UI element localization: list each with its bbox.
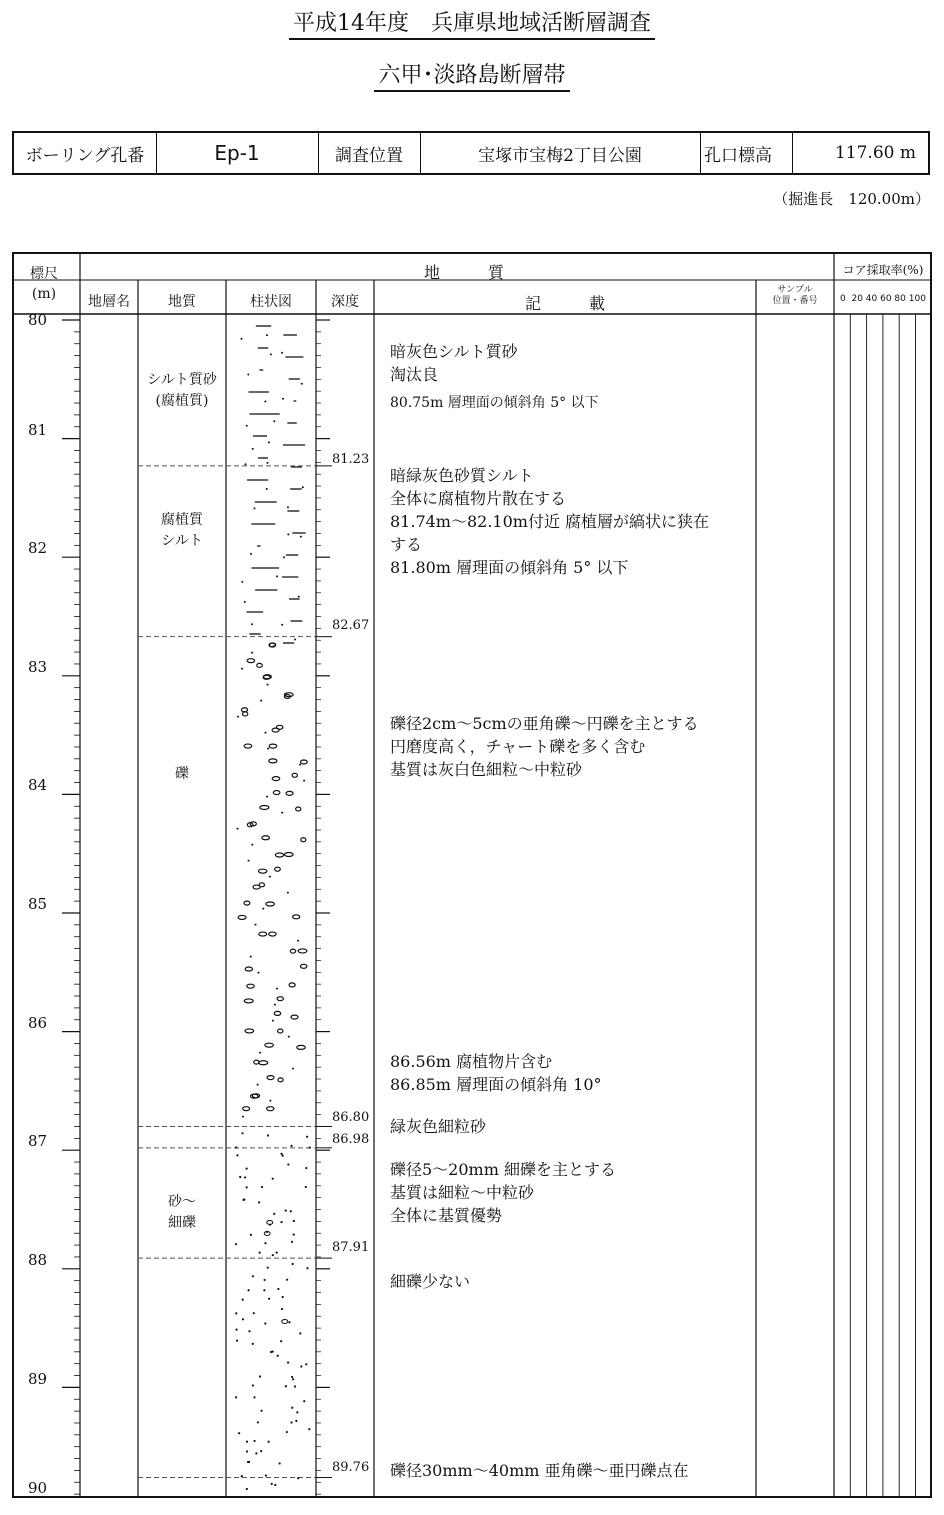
pattern-gravel (278, 1078, 283, 1082)
pattern-gravel (273, 791, 280, 795)
pattern-dot (282, 1296, 284, 1298)
pattern-gravel (258, 869, 267, 873)
pattern-dot (287, 506, 289, 508)
pattern-gravel (242, 712, 247, 716)
pattern-dot (253, 507, 255, 509)
pattern-dot (236, 1154, 238, 1156)
description-line: 81.80m 層理面の傾斜角 5° 以下 (390, 558, 629, 577)
pattern-dot (244, 1176, 246, 1178)
scale-label: 81 (28, 421, 48, 439)
description-line: 礫径30mm～40mm 亜角礫～亜円礫点在 (390, 1461, 689, 1480)
scale-label: 88 (28, 1251, 48, 1269)
pattern-gravel (247, 984, 254, 988)
pattern-dot (246, 1186, 248, 1188)
pattern-gravel (244, 901, 250, 905)
pattern-gravel (254, 1060, 259, 1064)
pattern-dot (287, 1361, 289, 1363)
pattern-dot (253, 1440, 255, 1442)
description-line: 80.75m 層理面の傾斜角 5° 以下 (390, 395, 599, 411)
pattern-dot (245, 463, 247, 465)
pattern-dot (290, 1145, 292, 1147)
pattern-dot (242, 1298, 244, 1300)
pattern-gravel (286, 791, 293, 795)
pattern-gravel (291, 1015, 298, 1019)
pattern-dot (238, 1432, 240, 1434)
pattern-dot (264, 1242, 266, 1244)
pattern-dot (300, 536, 302, 538)
pattern-dot (242, 1318, 244, 1320)
description-line: 基質は細粒～中粒砂 (390, 1183, 535, 1202)
pattern-dot (280, 1153, 282, 1155)
pattern-dot (251, 623, 253, 625)
pattern-dot (241, 1475, 243, 1477)
pattern-gravel (292, 773, 297, 777)
pattern-dot (273, 1213, 275, 1215)
pattern-gravel (277, 997, 283, 1001)
pattern-dot (290, 1210, 292, 1212)
boring-number-label: ボーリング孔番 (25, 145, 145, 166)
pattern-dot (276, 988, 278, 990)
pattern-dot (292, 1263, 294, 1265)
pattern-dot (235, 1243, 237, 1245)
pattern-gravel (257, 663, 263, 667)
elevation-label: 孔口標高 (704, 145, 772, 166)
pattern-gravel (297, 1045, 305, 1049)
pattern-dot (259, 1252, 261, 1254)
pattern-dot (267, 748, 269, 750)
pattern-dot (293, 1220, 295, 1222)
pattern-dot (270, 353, 272, 355)
pattern-gravel (267, 1076, 274, 1080)
pattern-dot (239, 1176, 241, 1178)
depth-label: 87.91 (332, 1240, 370, 1255)
pattern-dot (252, 1384, 254, 1386)
pattern-dot (276, 1251, 278, 1253)
pattern-dot (257, 972, 259, 974)
pattern-dot (302, 486, 304, 488)
pattern-dot (269, 1100, 271, 1102)
pattern-dot (292, 1068, 294, 1070)
pattern-dot (287, 533, 289, 535)
pattern-dot (266, 334, 268, 336)
pattern-gravel (238, 915, 246, 919)
pattern-dot (286, 1279, 288, 1281)
page-title: 平成14年度 兵庫県地域活断層調査 (0, 6, 944, 37)
pattern-dot (246, 1488, 248, 1490)
pattern-gravel (259, 932, 267, 936)
depth-label: 86.80 (332, 1110, 370, 1125)
pattern-dot (305, 1363, 307, 1365)
pattern-gravel (262, 836, 270, 840)
pattern-dot (286, 1431, 288, 1433)
location-value: 宝塚市宝梅2丁目公園 (478, 145, 642, 166)
scale-label: 86 (28, 1014, 48, 1032)
geology-group-header: 地 質 (423, 263, 504, 282)
description-line: 円磨度高く，チャート礫を多く含む (390, 737, 646, 756)
pattern-gravel (241, 708, 247, 712)
description-line: 礫径5～20mm 細礫を主とする (390, 1160, 616, 1179)
pattern-dot (298, 596, 300, 598)
description-line: 86.56m 腐植物片含む (390, 1052, 553, 1071)
pattern-dot (296, 1411, 298, 1413)
pattern-dot (281, 1308, 283, 1310)
pattern-dot (279, 1462, 281, 1464)
pattern-dot (266, 796, 268, 798)
pattern-dot (263, 1289, 265, 1291)
pattern-dot (257, 1084, 259, 1086)
pattern-gravel (259, 883, 264, 887)
pattern-dot (251, 844, 253, 846)
pattern-dot (259, 1052, 261, 1054)
pattern-dot (281, 624, 283, 626)
pattern-dot (259, 1375, 261, 1377)
pattern-dot (308, 1428, 310, 1430)
scale-label: 89 (28, 1370, 48, 1388)
pattern-gravel (250, 1094, 258, 1098)
pattern-dot (280, 1340, 282, 1342)
pattern-dot (274, 1484, 276, 1486)
description-line: 基質は灰白色細粒～中粒砂 (390, 760, 583, 779)
pattern-dot (267, 684, 269, 686)
boring-number-value: Ep-1 (214, 141, 260, 165)
description-line: 緑灰色細粒砂 (390, 1117, 487, 1136)
scale-label: 80 (28, 311, 48, 329)
elevation-value: 117.60 m (834, 143, 916, 163)
pattern-dot (293, 1234, 295, 1236)
pattern-dot (291, 1376, 293, 1378)
sample-header: サンプル 位置・番号 (772, 285, 818, 306)
pattern-gravel (300, 760, 307, 764)
pattern-dot (309, 1146, 311, 1148)
pattern-dot (247, 860, 249, 862)
pattern-gravel (298, 949, 307, 953)
pattern-gravel (269, 744, 277, 748)
pattern-dot (258, 1201, 260, 1203)
pattern-dot (260, 700, 262, 702)
pattern-dot (237, 716, 239, 718)
pattern-dot (246, 1441, 248, 1443)
pattern-dot (265, 732, 267, 734)
pattern-gravel (301, 838, 306, 842)
column-header: 柱状図 (250, 294, 292, 310)
pattern-dot (235, 1312, 237, 1314)
pattern-gravel (245, 967, 252, 971)
pattern-dot (264, 1322, 266, 1324)
pattern-gravel (267, 1107, 274, 1111)
pattern-dot (246, 425, 248, 427)
pattern-gravel (244, 999, 253, 1003)
pattern-dot (253, 1312, 255, 1314)
pattern-gravel (293, 915, 300, 919)
pattern-gravel (244, 744, 252, 748)
pattern-dot (276, 575, 278, 577)
pattern-gravel (289, 983, 295, 987)
pattern-dot (242, 1199, 244, 1201)
pattern-dot (235, 1328, 237, 1330)
pattern-dot (288, 1036, 290, 1038)
pattern-dot (268, 1441, 270, 1443)
pattern-dot (285, 1385, 287, 1387)
pattern-gravel (282, 1319, 288, 1323)
pattern-dot (241, 581, 243, 583)
page-subtitle: 六甲･淡路島断層帯 (0, 58, 944, 89)
pattern-gravel (247, 659, 254, 663)
pattern-dot (267, 1134, 269, 1136)
drill-length: （掘進長 120.00m） (773, 190, 930, 208)
description-line: 暗緑灰色砂質シルト (390, 466, 534, 485)
pattern-dot (267, 462, 269, 464)
pattern-dot (257, 1421, 259, 1423)
pattern-dot (303, 780, 305, 782)
depth-label: 82.67 (332, 618, 370, 633)
pattern-dot (269, 876, 271, 878)
pattern-gravel (278, 1029, 283, 1033)
pattern-gravel (275, 853, 283, 857)
pattern-dot (290, 1421, 292, 1423)
description-line: 86.85m 層理面の傾斜角 10° (390, 1075, 602, 1094)
pattern-dot (283, 556, 285, 558)
pattern-dot (285, 1210, 287, 1212)
pattern-dot (281, 812, 283, 814)
description-line: する (390, 535, 423, 554)
pattern-dot (272, 1178, 274, 1180)
pattern-gravel (245, 1029, 254, 1033)
pattern-gravel (269, 932, 277, 936)
boring-info-bar (12, 131, 930, 175)
pattern-dot (301, 383, 303, 385)
pattern-dot (280, 1221, 282, 1223)
depth-label: 81.23 (332, 452, 370, 467)
pattern-dot (255, 1452, 257, 1454)
pattern-dot (248, 1330, 250, 1332)
pattern-dot (242, 1116, 244, 1118)
pattern-gravel (269, 759, 277, 763)
pattern-dot (264, 401, 266, 403)
pattern-dot (251, 652, 253, 654)
pattern-gravel (243, 1107, 250, 1111)
pattern-dot (291, 1241, 293, 1243)
pattern-dot (268, 1298, 270, 1300)
pattern-dot (292, 1378, 294, 1380)
pattern-dot (297, 1477, 299, 1479)
pattern-dot (244, 601, 246, 603)
pattern-dot (266, 488, 268, 490)
description-line: 細礫少ない (390, 1272, 471, 1291)
pattern-dot (303, 1400, 305, 1402)
pattern-dot (277, 1355, 279, 1357)
pattern-dot (252, 1343, 254, 1345)
scale-label: 85 (28, 895, 48, 913)
pattern-gravel (300, 964, 306, 968)
pattern-gravel (274, 1011, 281, 1015)
scale-label: 84 (28, 776, 48, 794)
pattern-gravel (272, 728, 279, 732)
pattern-dot (267, 1267, 269, 1269)
description-header: 記 載 (524, 294, 605, 313)
pattern-dot (277, 1288, 279, 1290)
layer-name: シルト質砂 (腐植質) (147, 372, 217, 409)
description-line: 81.74m～82.10m付近 腐植層が縞状に狭在 (390, 512, 710, 531)
description-line: 全体に腐植物片散在する (390, 489, 567, 508)
scale-label: 83 (28, 658, 48, 676)
description-line: 全体に基質優勢 (390, 1206, 503, 1225)
pattern-dot (291, 1407, 293, 1409)
pattern-dot (271, 1483, 273, 1485)
pattern-dot (287, 1163, 289, 1165)
pattern-gravel (296, 807, 301, 811)
pattern-dot (246, 1450, 248, 1452)
pattern-dot (260, 1410, 262, 1412)
pattern-dot (272, 1351, 274, 1353)
description-line: 礫径2cm～5cmの亜角礫～円礫を主とする (390, 714, 699, 733)
pattern-gravel (285, 852, 294, 856)
pattern-gravel (275, 867, 281, 871)
depth-label: 86.98 (332, 1132, 370, 1147)
pattern-dot (250, 956, 252, 958)
core-rate-header: コア採取率(%) (842, 263, 924, 277)
pattern-dot (306, 1136, 308, 1138)
scale-label: 87 (28, 1132, 48, 1150)
pattern-dot (252, 448, 254, 450)
pattern-gravel (260, 805, 269, 809)
pattern-dot (237, 828, 239, 830)
pattern-gravel (259, 1061, 268, 1065)
description-line: 暗灰色シルト質砂 (390, 342, 518, 361)
pattern-dot (246, 1167, 248, 1169)
layer-name: 砂～ 細礫 (168, 1194, 196, 1231)
pattern-dot (281, 352, 283, 354)
pattern-dot (272, 1254, 274, 1256)
pattern-dot (297, 940, 299, 942)
pattern-dot (235, 1396, 237, 1398)
pattern-dot (299, 1332, 301, 1334)
pattern-dot (288, 1321, 290, 1323)
pattern-dot (274, 1004, 276, 1006)
pattern-dot (282, 1155, 284, 1157)
pattern-gravel (265, 1043, 274, 1047)
scale-label: 82 (28, 539, 48, 557)
pattern-dot (240, 338, 242, 340)
pattern-dot (247, 374, 249, 376)
boring-log-table (12, 252, 932, 1498)
pattern-dot (265, 1474, 267, 1476)
pattern-gravel (266, 902, 275, 906)
pattern-dot (273, 420, 275, 422)
pattern-dot (282, 398, 284, 400)
geology-header: 地質 (168, 294, 196, 310)
pattern-dot (241, 668, 243, 670)
location-label: 調査位置 (335, 145, 403, 166)
pattern-dot (260, 1450, 262, 1452)
description-line: 淘汰良 (390, 365, 439, 384)
pattern-dot (268, 441, 270, 443)
pattern-dot (241, 1132, 243, 1134)
layer-name: 礫 (175, 766, 189, 782)
log-grid (14, 254, 930, 1496)
pattern-dot (236, 1340, 238, 1342)
pattern-dot (263, 1279, 265, 1281)
pattern-dot (261, 1186, 263, 1188)
depth-header: 深度 (331, 294, 359, 310)
pattern-dot (252, 1275, 254, 1277)
pattern-gravel (290, 949, 295, 953)
pattern-dot (272, 1020, 274, 1022)
pattern-dot (262, 908, 264, 910)
scale-header: 標尺 (m) (30, 266, 58, 302)
pattern-dot (305, 1167, 307, 1169)
layer-name: 腐植質 シルト (161, 512, 203, 549)
pattern-dot (306, 1267, 308, 1269)
pattern-dot (247, 1289, 249, 1291)
pattern-dot (235, 1146, 237, 1148)
pattern-dot (287, 892, 289, 894)
formation-name-header: 地層名 (88, 294, 130, 310)
pattern-dot (294, 638, 296, 640)
pattern-dot (294, 1385, 296, 1387)
pattern-dot (300, 1365, 302, 1367)
pattern-dot (295, 1420, 297, 1422)
pattern-dot (247, 1461, 249, 1463)
pattern-dot (253, 1396, 255, 1398)
scale-label: 90 (28, 1479, 48, 1497)
pattern-dot (299, 764, 301, 766)
pattern-dot (305, 1186, 307, 1188)
core-rate-ticks: 0 20 40 60 80 100 (840, 294, 926, 304)
pattern-dot (250, 1234, 252, 1236)
pattern-dot (255, 924, 257, 926)
pattern-gravel (272, 777, 280, 781)
pattern-dot (250, 553, 252, 555)
depth-label: 89.76 (332, 1460, 370, 1475)
